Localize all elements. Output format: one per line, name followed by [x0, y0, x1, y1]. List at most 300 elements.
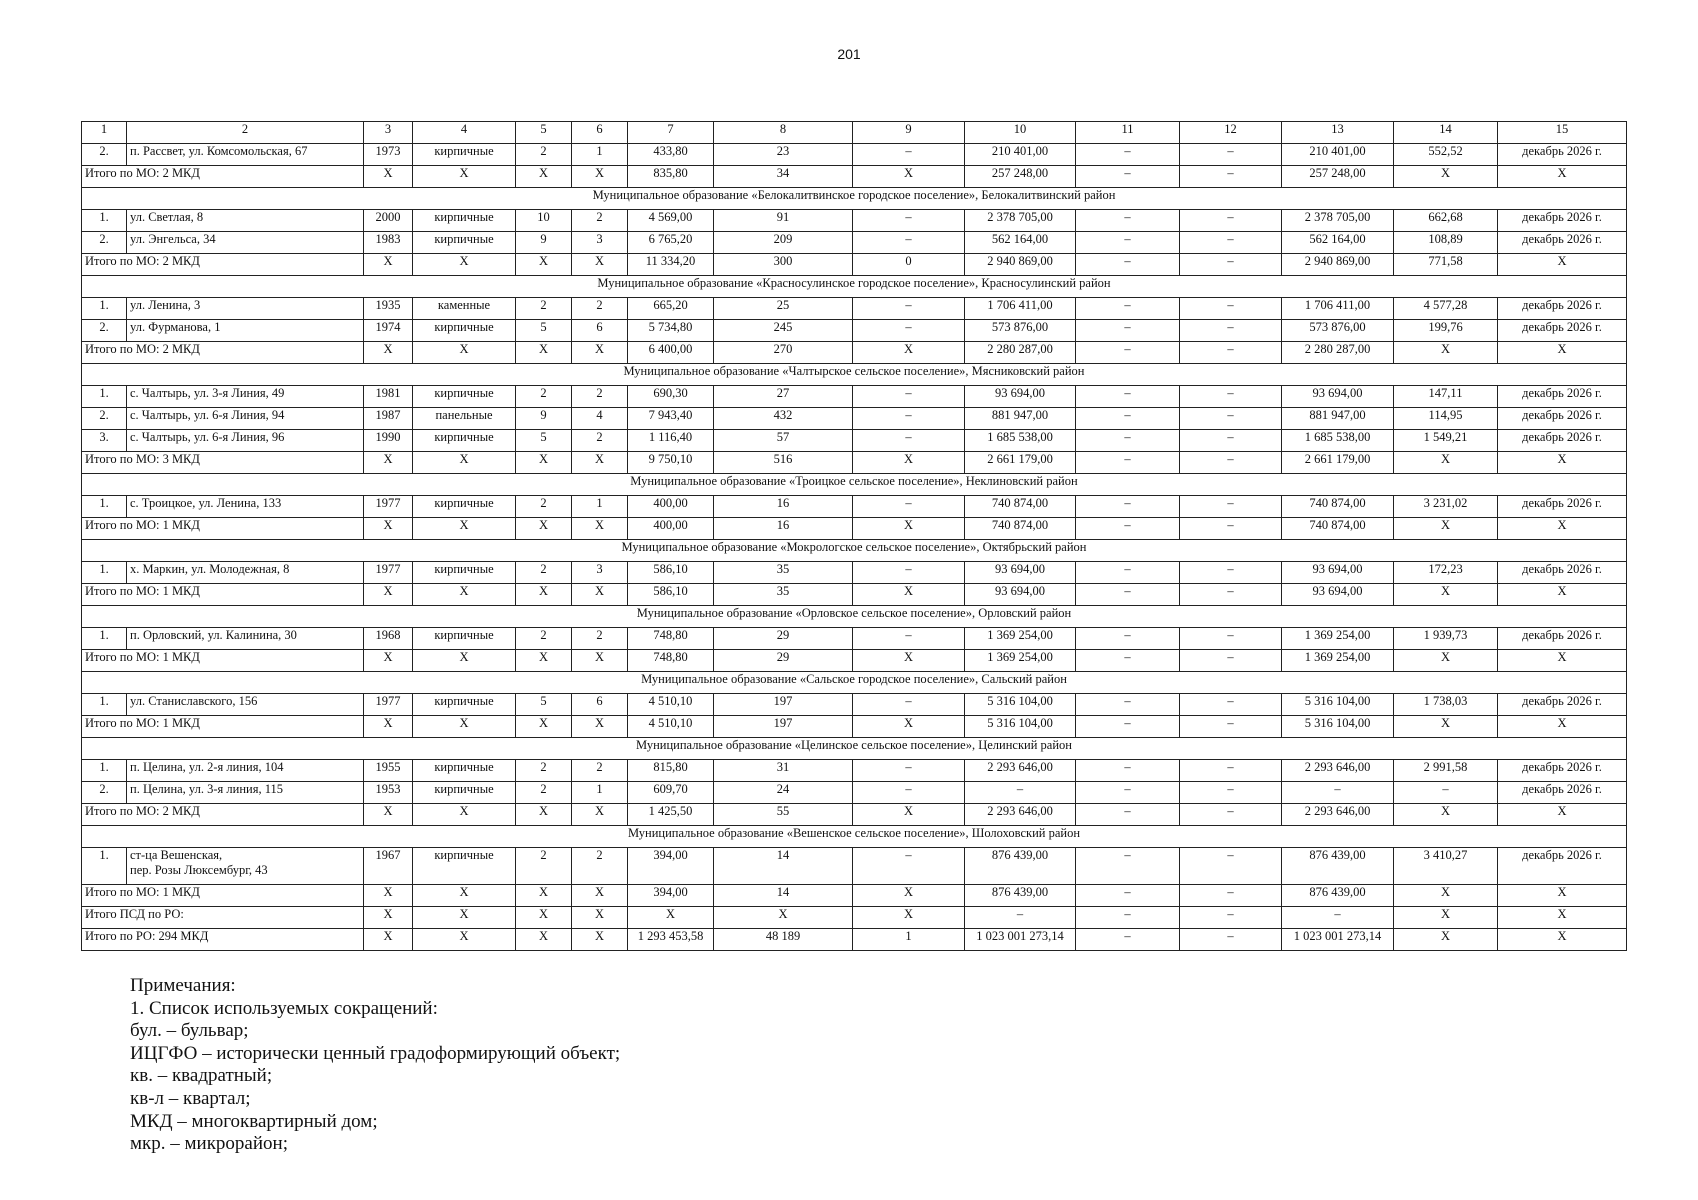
table-cell: 400,00: [628, 518, 714, 540]
table-row: [82, 628, 1627, 650]
notes-block: [130, 975, 620, 1156]
table-cell: X: [364, 342, 413, 364]
table-cell: –: [1180, 584, 1282, 606]
header-row: [82, 122, 1627, 144]
note-line: ИЦГФО – исторически ценный градоформирующий объект;: [130, 1042, 621, 1064]
table-row: [82, 496, 1627, 518]
table-cell: 2: [572, 210, 628, 232]
table-cell: –: [1076, 518, 1180, 540]
row-number: 2.: [82, 232, 127, 254]
table-cell: 1974: [364, 320, 413, 342]
table-cell: 1967: [364, 848, 413, 885]
table-cell: 1955: [364, 760, 413, 782]
table-cell: 573 876,00: [1282, 320, 1394, 342]
table-cell: –: [1076, 496, 1180, 518]
table-cell: кирпичные: [413, 386, 516, 408]
table-cell: X: [1498, 166, 1627, 188]
table-cell: 690,30: [628, 386, 714, 408]
table-cell: 394,00: [628, 848, 714, 885]
table-cell: –: [1180, 760, 1282, 782]
table-cell: 562 164,00: [965, 232, 1076, 254]
table-cell: X: [1498, 518, 1627, 540]
table-cell: 3: [572, 232, 628, 254]
table-cell: –: [853, 144, 965, 166]
table-cell: –: [853, 760, 965, 782]
table-cell: 14: [714, 848, 853, 885]
column-number-header: 10: [965, 122, 1076, 144]
table-cell: 5: [516, 694, 572, 716]
table-cell: 1983: [364, 232, 413, 254]
table-cell: 2000: [364, 210, 413, 232]
table-cell: декабрь 2026 г.: [1498, 232, 1627, 254]
table-cell: –: [1180, 929, 1282, 951]
table-cell: 1953: [364, 782, 413, 804]
table-cell: декабрь 2026 г.: [1498, 386, 1627, 408]
row-number: 1.: [82, 848, 127, 885]
table-cell: 114,95: [1394, 408, 1498, 430]
table-cell: 6: [572, 320, 628, 342]
table-cell: 55: [714, 804, 853, 826]
table-cell: 748,80: [628, 650, 714, 672]
table-cell: 1: [572, 496, 628, 518]
table-cell: декабрь 2026 г.: [1498, 782, 1627, 804]
table-cell: X: [572, 166, 628, 188]
table-cell: –: [1180, 907, 1282, 929]
table-cell: 2 280 287,00: [1282, 342, 1394, 364]
table-cell: 2: [572, 386, 628, 408]
table-cell: X: [853, 804, 965, 826]
table-cell: 876 439,00: [965, 848, 1076, 885]
table-cell: X: [364, 452, 413, 474]
table-cell: X: [1394, 342, 1498, 364]
table-cell: –: [853, 210, 965, 232]
table-cell: –: [853, 782, 965, 804]
table-cell: 3: [572, 562, 628, 584]
table-cell: –: [1180, 210, 1282, 232]
total-label: Итого по МО: 2 МКД: [82, 804, 364, 826]
table-cell: X: [1498, 885, 1627, 907]
note-line: МКД – многоквартирный дом;: [130, 1110, 378, 1132]
table-cell: 209: [714, 232, 853, 254]
table-cell: –: [1180, 342, 1282, 364]
table-cell: декабрь 2026 г.: [1498, 628, 1627, 650]
table-cell: –: [1180, 452, 1282, 474]
table-cell: декабрь 2026 г.: [1498, 760, 1627, 782]
table-cell: 1973: [364, 144, 413, 166]
table-cell: –: [1076, 320, 1180, 342]
table-cell: 433,80: [628, 144, 714, 166]
table-cell: 1987: [364, 408, 413, 430]
section-title: Муниципальное образование «Орловское сельское поселение», Орловский район: [82, 606, 1627, 628]
table-cell: –: [1180, 166, 1282, 188]
table-cell: 5 316 104,00: [1282, 694, 1394, 716]
table-cell: 197: [714, 716, 853, 738]
table-cell: –: [1076, 885, 1180, 907]
table-row: [82, 298, 1627, 320]
row-number: 1.: [82, 496, 127, 518]
total-label: Итого по МО: 1 МКД: [82, 716, 364, 738]
table-cell: 2: [572, 848, 628, 885]
table-cell: –: [1076, 628, 1180, 650]
column-number-header: 13: [1282, 122, 1394, 144]
table-cell: 29: [714, 628, 853, 650]
table-cell: 1 939,73: [1394, 628, 1498, 650]
section-title: Муниципальное образование «Чалтырское сельское поселение», Мясниковский район: [82, 364, 1627, 386]
table-cell: 93 694,00: [1282, 584, 1394, 606]
total-row: [82, 584, 1627, 606]
table-cell: декабрь 2026 г.: [1498, 408, 1627, 430]
table-cell: 2: [572, 298, 628, 320]
table-cell: –: [1076, 408, 1180, 430]
table-cell: каменные: [413, 298, 516, 320]
row-number: 2.: [82, 782, 127, 804]
table-cell: 881 947,00: [965, 408, 1076, 430]
section-title: Муниципальное образование «Белокалитвинское городское поселение», Белокалитвинский район: [82, 188, 1627, 210]
table-cell: X: [516, 929, 572, 951]
table-cell: декабрь 2026 г.: [1498, 298, 1627, 320]
table-cell: 2: [516, 848, 572, 885]
table-cell: X: [853, 452, 965, 474]
table-cell: кирпичные: [413, 210, 516, 232]
row-number: 1.: [82, 628, 127, 650]
table-cell: –: [853, 232, 965, 254]
row-number: 2.: [82, 144, 127, 166]
table-row: [82, 430, 1627, 452]
table-cell: X: [572, 716, 628, 738]
table-cell: –: [1180, 144, 1282, 166]
row-number: 3.: [82, 430, 127, 452]
total-row: [82, 929, 1627, 951]
table-cell: X: [516, 452, 572, 474]
column-number-header: 11: [1076, 122, 1180, 144]
table-cell: X: [413, 452, 516, 474]
section-row: [82, 276, 1627, 298]
table-cell: 586,10: [628, 584, 714, 606]
table-cell: X: [853, 584, 965, 606]
table-cell: кирпичные: [413, 782, 516, 804]
table-cell: 2: [516, 496, 572, 518]
table-cell: X: [572, 584, 628, 606]
table-cell: X: [1498, 452, 1627, 474]
section-row: [82, 364, 1627, 386]
table-cell: 2: [516, 782, 572, 804]
table-cell: 14: [714, 885, 853, 907]
table-cell: –: [965, 907, 1076, 929]
table-cell: X: [413, 650, 516, 672]
table-cell: X: [853, 518, 965, 540]
table-cell: 5 316 104,00: [965, 716, 1076, 738]
table-cell: 300: [714, 254, 853, 276]
table-cell: –: [1180, 885, 1282, 907]
table-cell: X: [1394, 885, 1498, 907]
table-cell: 662,68: [1394, 210, 1498, 232]
table-cell: –: [1076, 232, 1180, 254]
table-cell: –: [1076, 298, 1180, 320]
table-cell: 35: [714, 584, 853, 606]
table-cell: 1 369 254,00: [1282, 650, 1394, 672]
column-number-header: 7: [628, 122, 714, 144]
table-cell: 1 369 254,00: [965, 628, 1076, 650]
note-line: кв. – квадратный;: [130, 1065, 273, 1087]
table-cell: 1 369 254,00: [965, 650, 1076, 672]
table-cell: –: [853, 386, 965, 408]
table-cell: X: [1498, 804, 1627, 826]
table-cell: 199,76: [1394, 320, 1498, 342]
table-cell: 573 876,00: [965, 320, 1076, 342]
table-cell: 1 425,50: [628, 804, 714, 826]
table-cell: 815,80: [628, 760, 714, 782]
section-title: Муниципальное образование «Вешенское сельское поселение», Шолоховский район: [82, 826, 1627, 848]
row-number: 2.: [82, 408, 127, 430]
section-row: [82, 474, 1627, 496]
table-cell: 16: [714, 496, 853, 518]
total-label: Итого по МО: 1 МКД: [82, 584, 364, 606]
section-row: [82, 540, 1627, 562]
table-cell: 35: [714, 562, 853, 584]
table-cell: –: [1076, 694, 1180, 716]
table-cell: –: [853, 694, 965, 716]
table-cell: 270: [714, 342, 853, 364]
table-cell: 29: [714, 650, 853, 672]
table-cell: 93 694,00: [965, 562, 1076, 584]
table-cell: X: [413, 804, 516, 826]
table-cell: 1 549,21: [1394, 430, 1498, 452]
table-cell: X: [572, 907, 628, 929]
table-cell: X: [1394, 584, 1498, 606]
table-cell: 2 991,58: [1394, 760, 1498, 782]
table-cell: 24: [714, 782, 853, 804]
table-cell: 9: [516, 232, 572, 254]
table-cell: X: [1498, 716, 1627, 738]
table-cell: 740 874,00: [965, 496, 1076, 518]
table-cell: кирпичные: [413, 848, 516, 885]
table-cell: –: [1180, 650, 1282, 672]
table-cell: –: [1394, 782, 1498, 804]
table-cell: X: [516, 166, 572, 188]
table-cell: 1 685 538,00: [1282, 430, 1394, 452]
total-row: [82, 166, 1627, 188]
row-number: 1.: [82, 298, 127, 320]
table-row: [82, 320, 1627, 342]
row-number: 1.: [82, 386, 127, 408]
total-label: Итого по МО: 1 МКД: [82, 650, 364, 672]
table-cell: 2 293 646,00: [965, 760, 1076, 782]
table-cell: 2 940 869,00: [1282, 254, 1394, 276]
table-cell: 740 874,00: [1282, 518, 1394, 540]
table-cell: –: [1076, 716, 1180, 738]
table-row: [82, 232, 1627, 254]
total-row: [82, 452, 1627, 474]
table-cell: –: [1076, 144, 1180, 166]
table-cell: 2: [516, 760, 572, 782]
table-cell: 609,70: [628, 782, 714, 804]
table-cell: декабрь 2026 г.: [1498, 848, 1627, 885]
table-cell: –: [1282, 907, 1394, 929]
column-number-header: 14: [1394, 122, 1498, 144]
table-cell: кирпичные: [413, 628, 516, 650]
total-label: Итого по МО: 2 МКД: [82, 342, 364, 364]
table-cell: X: [1394, 166, 1498, 188]
table-cell: декабрь 2026 г.: [1498, 210, 1627, 232]
table-cell: X: [413, 584, 516, 606]
table-cell: 25: [714, 298, 853, 320]
table-cell: 1 293 453,58: [628, 929, 714, 951]
section-row: [82, 738, 1627, 760]
table-cell: –: [1076, 430, 1180, 452]
table-cell: 1990: [364, 430, 413, 452]
table-cell: 1 369 254,00: [1282, 628, 1394, 650]
table-cell: –: [1180, 518, 1282, 540]
address-cell: ул. Станиславского, 156: [127, 694, 364, 716]
table-cell: кирпичные: [413, 760, 516, 782]
table-cell: 2: [516, 562, 572, 584]
address-cell: п. Целина, ул. 3-я линия, 115: [127, 782, 364, 804]
table-row: [82, 144, 1627, 166]
table-cell: –: [1180, 298, 1282, 320]
table-cell: 2 378 705,00: [1282, 210, 1394, 232]
table-cell: 9 750,10: [628, 452, 714, 474]
table-cell: X: [714, 907, 853, 929]
table-cell: X: [572, 342, 628, 364]
table-cell: –: [965, 782, 1076, 804]
table-cell: 7 943,40: [628, 408, 714, 430]
table-cell: 1977: [364, 562, 413, 584]
table-cell: 835,80: [628, 166, 714, 188]
section-row: [82, 826, 1627, 848]
table-cell: X: [364, 907, 413, 929]
table-cell: X: [572, 452, 628, 474]
table-cell: 210 401,00: [965, 144, 1076, 166]
table-cell: 516: [714, 452, 853, 474]
row-number: 2.: [82, 320, 127, 342]
table-cell: X: [516, 804, 572, 826]
table-cell: 172,23: [1394, 562, 1498, 584]
total-row: [82, 804, 1627, 826]
total-label: Итого по МО: 1 МКД: [82, 518, 364, 540]
address-cell: ул. Ленина, 3: [127, 298, 364, 320]
address-cell: ул. Фурманова, 1: [127, 320, 364, 342]
table-cell: X: [1498, 929, 1627, 951]
table-cell: –: [853, 496, 965, 518]
table-cell: X: [413, 342, 516, 364]
column-number-header: 4: [413, 122, 516, 144]
table-cell: 1 685 538,00: [965, 430, 1076, 452]
table-row: [82, 386, 1627, 408]
table-cell: 1 116,40: [628, 430, 714, 452]
table-cell: –: [853, 430, 965, 452]
table-cell: 147,11: [1394, 386, 1498, 408]
table-cell: 197: [714, 694, 853, 716]
table-cell: 1: [853, 929, 965, 951]
table-cell: X: [853, 885, 965, 907]
table-cell: 1 023 001 273,14: [1282, 929, 1394, 951]
table-cell: 91: [714, 210, 853, 232]
column-number-header: 15: [1498, 122, 1627, 144]
table-cell: X: [1394, 518, 1498, 540]
table-cell: 1935: [364, 298, 413, 320]
table-cell: 562 164,00: [1282, 232, 1394, 254]
table-cell: кирпичные: [413, 496, 516, 518]
column-number-header: 6: [572, 122, 628, 144]
table-cell: X: [516, 254, 572, 276]
total-label: Итого по МО: 2 МКД: [82, 254, 364, 276]
table-cell: 93 694,00: [1282, 562, 1394, 584]
table-cell: 881 947,00: [1282, 408, 1394, 430]
column-number-header: 5: [516, 122, 572, 144]
table-cell: –: [1180, 232, 1282, 254]
table-cell: X: [1498, 254, 1627, 276]
table-cell: X: [1394, 650, 1498, 672]
table-cell: 9: [516, 408, 572, 430]
table-cell: –: [1180, 430, 1282, 452]
table-cell: 57: [714, 430, 853, 452]
table-cell: X: [572, 885, 628, 907]
table-cell: 2 293 646,00: [965, 804, 1076, 826]
total-label: Итого по МО: 2 МКД: [82, 166, 364, 188]
table-cell: 740 874,00: [1282, 496, 1394, 518]
table-cell: декабрь 2026 г.: [1498, 144, 1627, 166]
total-label: Итого ПСД по РО:: [82, 907, 364, 929]
table-cell: X: [1394, 804, 1498, 826]
section-title: Муниципальное образование «Сальское городское поселение», Сальский район: [82, 672, 1627, 694]
address-cell: х. Маркин, ул. Молодежная, 8: [127, 562, 364, 584]
row-number: 1.: [82, 562, 127, 584]
table-cell: –: [1180, 782, 1282, 804]
table-cell: X: [628, 907, 714, 929]
table-cell: –: [1180, 496, 1282, 518]
table-cell: 2: [516, 386, 572, 408]
table-cell: 31: [714, 760, 853, 782]
table-cell: X: [572, 804, 628, 826]
address-cell: с. Троицкое, ул. Ленина, 133: [127, 496, 364, 518]
table-cell: 1 023 001 273,14: [965, 929, 1076, 951]
table-cell: –: [1180, 804, 1282, 826]
table-cell: –: [1076, 907, 1180, 929]
table-cell: 1: [572, 144, 628, 166]
table-cell: 876 439,00: [965, 885, 1076, 907]
table-cell: –: [853, 408, 965, 430]
table-cell: –: [1180, 848, 1282, 885]
table-cell: 11 334,20: [628, 254, 714, 276]
table-cell: 1977: [364, 694, 413, 716]
address-cell: с. Чалтырь, ул. 6-я Линия, 96: [127, 430, 364, 452]
table-cell: –: [1180, 716, 1282, 738]
table-cell: X: [516, 584, 572, 606]
table-cell: 27: [714, 386, 853, 408]
table-cell: X: [1498, 584, 1627, 606]
table-cell: X: [364, 584, 413, 606]
table-cell: 210 401,00: [1282, 144, 1394, 166]
address-cell: ул. Энгельса, 34: [127, 232, 364, 254]
column-number-header: 8: [714, 122, 853, 144]
total-row: [82, 907, 1627, 929]
table-cell: X: [364, 650, 413, 672]
table-cell: кирпичные: [413, 694, 516, 716]
notes-heading: Примечания:: [130, 975, 236, 996]
table-cell: X: [1498, 907, 1627, 929]
note-line: кв-л – квартал;: [130, 1087, 251, 1109]
table-cell: декабрь 2026 г.: [1498, 694, 1627, 716]
column-number-header: 2: [127, 122, 364, 144]
table-cell: 6: [572, 694, 628, 716]
table-cell: X: [516, 716, 572, 738]
table-cell: –: [1076, 584, 1180, 606]
section-title: Муниципальное образование «Мокрологское сельское поселение», Октябрьский район: [82, 540, 1627, 562]
total-row: [82, 885, 1627, 907]
table-cell: X: [516, 518, 572, 540]
table-cell: 876 439,00: [1282, 848, 1394, 885]
table-cell: X: [572, 518, 628, 540]
